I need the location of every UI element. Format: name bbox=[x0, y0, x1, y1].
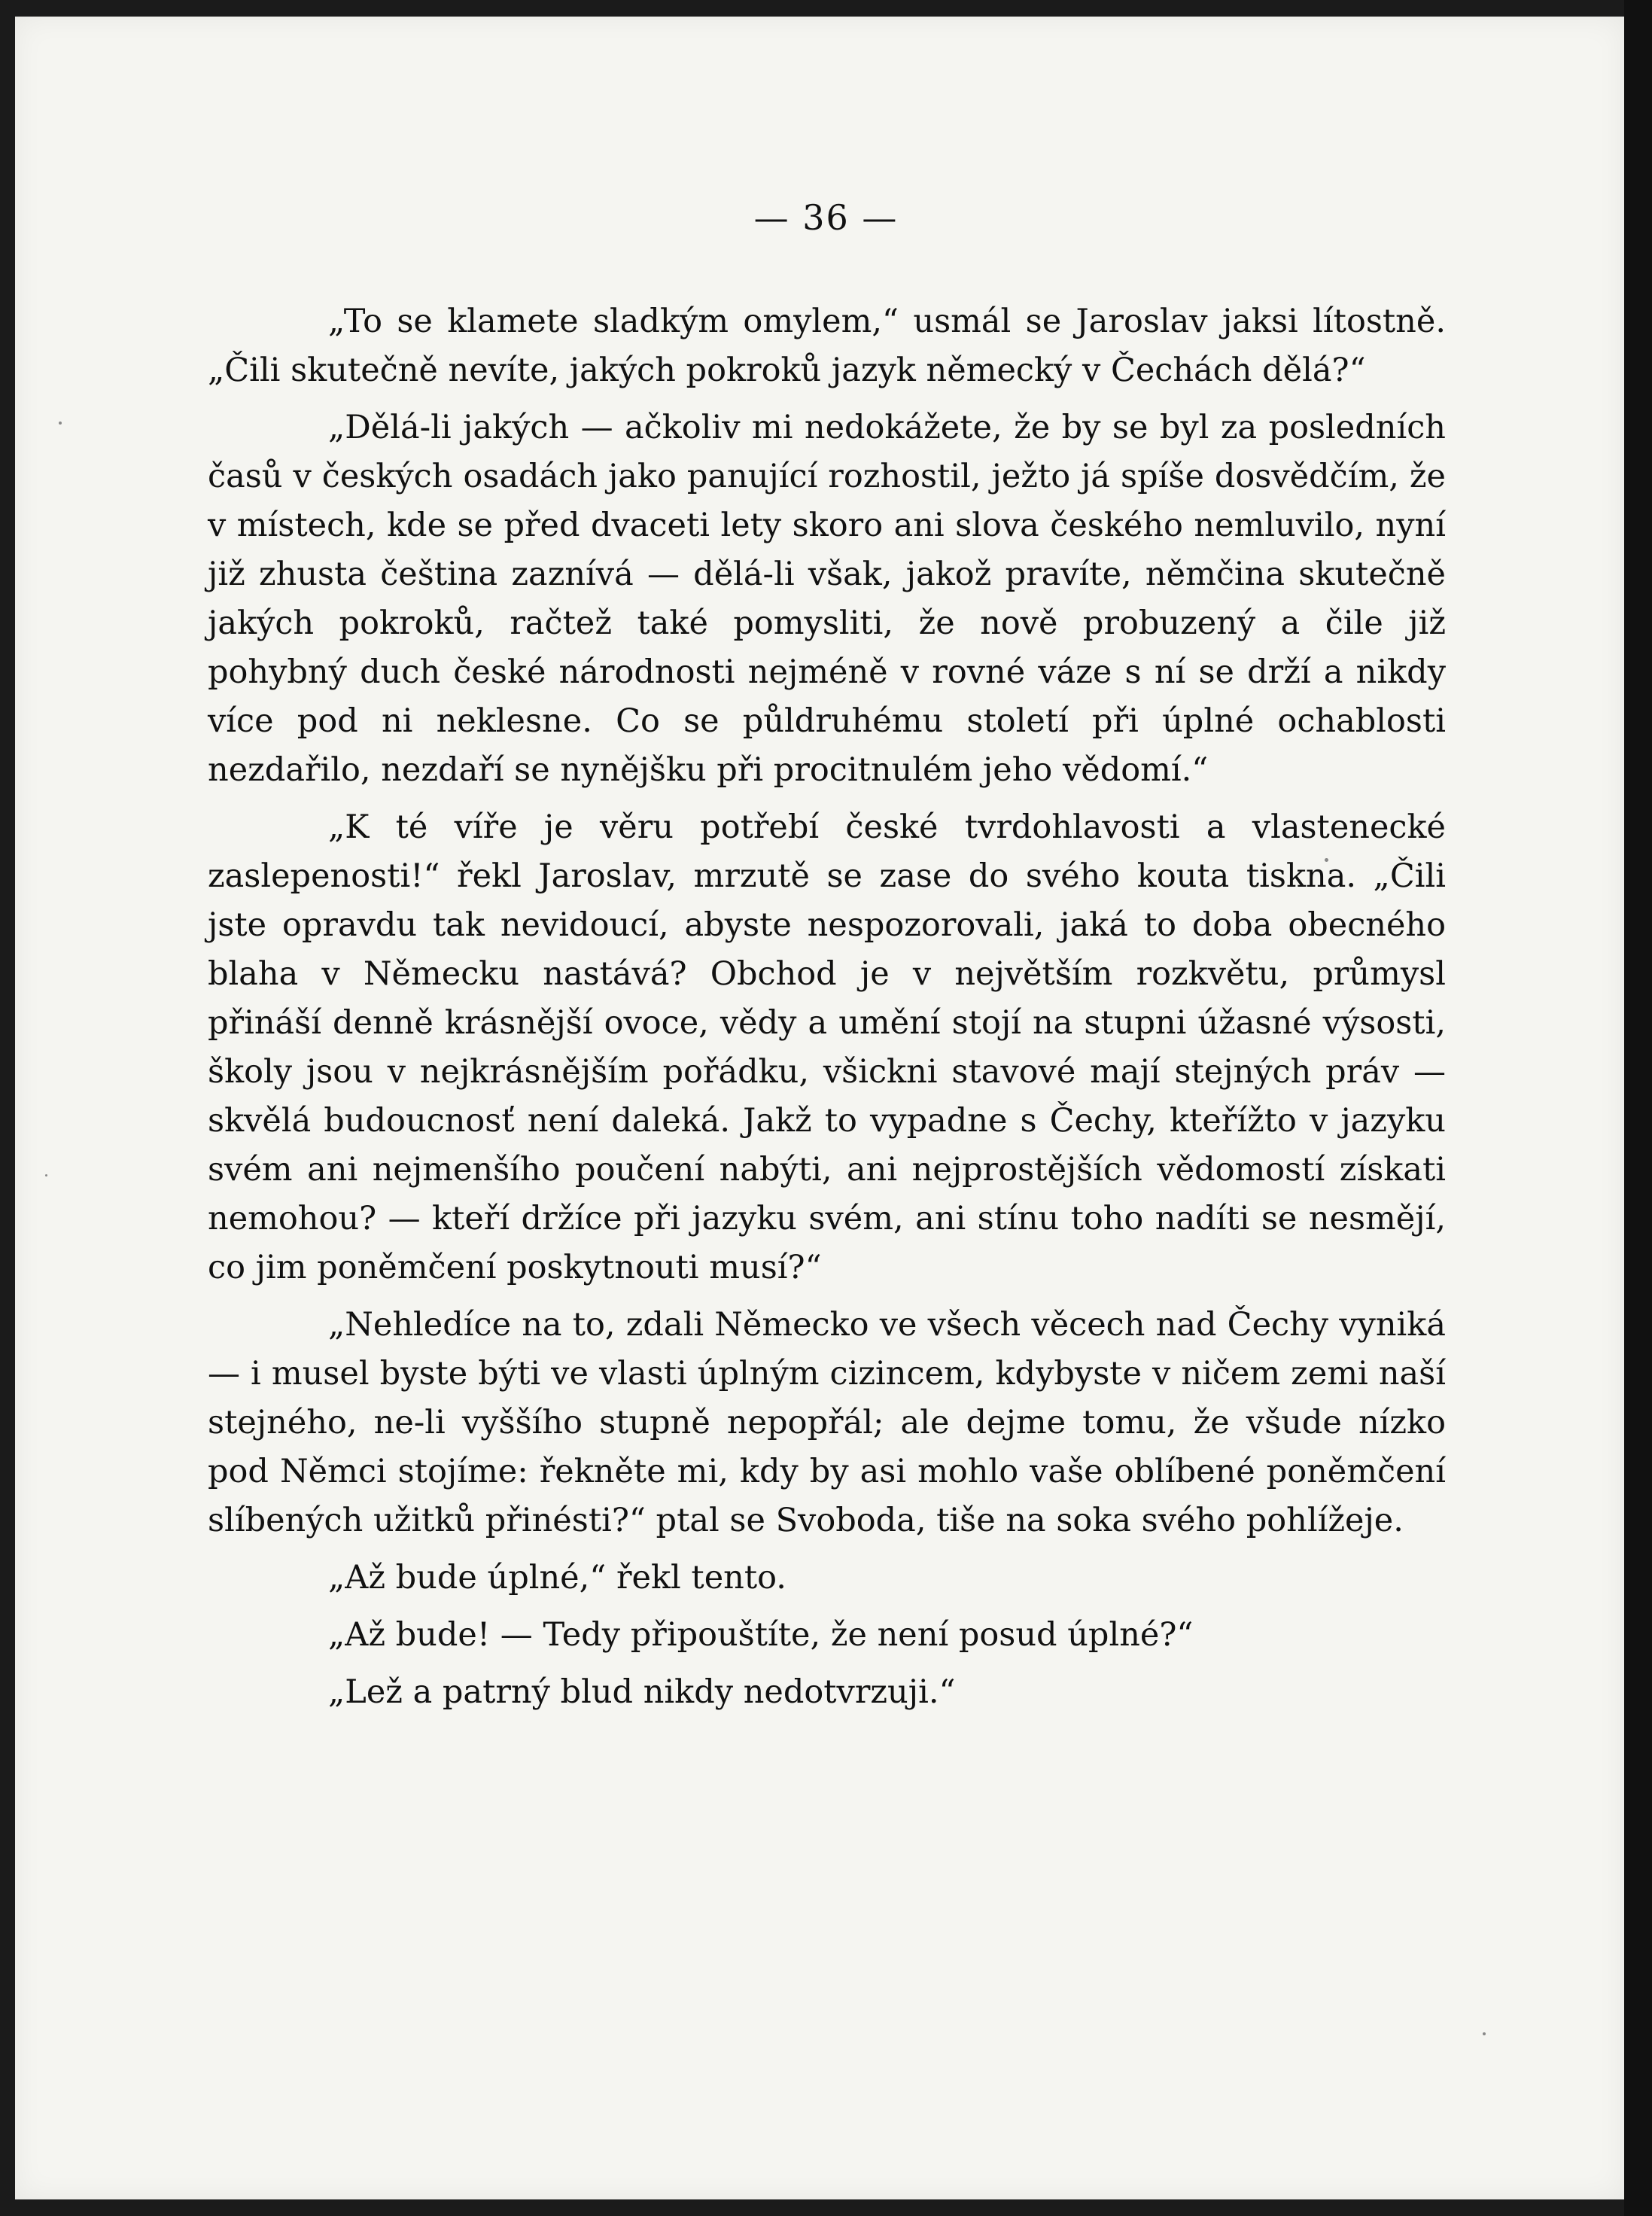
page-number: — 36 — bbox=[753, 197, 899, 238]
paragraph: „Dělá-li jakých — ačkoliv mi nedokážete, že by se byl za posledních časů v českých osadách jako panující rozhostil, ježto já spíše dosvědčím, že v místech, kde se před dvaceti lety skoro ani slova českého nemluvilo, nyní již zhusta čeština zaznívá — dělá-li však, jakož pravíte, němčina skutečně jakých pokroků, račtež také pomysliti, že nově probuzený a čile již pohybný duch české národnosti nejméně v rovné váze s ní se drží a nikdy více pod ni neklesne. Co se půldruhému století při úplné ochablosti nezdařilo, nezdaří se nynějšku při procitnulém jeho vědomí.“ bbox=[208, 409, 1446, 789]
paragraph: „Nehledíce na to, zdali Německo ve všech věcech nad Čechy vyniká — i musel byste býti ve vlasti úplným cizincem, kdybyste v ničem zemi naší stejného, ne-li vyššího stupně nepopřál; ale dejme tomu, že všude nízko pod Němci stojíme: řekněte mi, kdy by asi mohlo vaše oblíbené poněmčení slíbených užitků přinésti?“ ptal se Svoboda, tiše na soka svého pohlížeje. bbox=[208, 1306, 1446, 1539]
paper-speck bbox=[59, 422, 62, 425]
paper-speck bbox=[45, 1174, 47, 1176]
page-body-text bbox=[208, 297, 1446, 1725]
paragraph: „Až bude! — Tedy připouštíte, že není posud úplné?“ bbox=[328, 1616, 1194, 1654]
scan-edge bbox=[1624, 0, 1652, 2216]
paragraph: „To se klamete sladkým omylem,“ usmál se Jaroslav jaksi lítostně. „Čili skutečně nevíte, jakých pokroků jazyk německý v Čechách dělá?“ bbox=[208, 303, 1446, 389]
paragraph: „Až bude úplné,“ řekl tento. bbox=[328, 1559, 786, 1597]
paragraph: „K té víře je věru potřebí české tvrdohlavosti a vlastenecké zaslepenosti!“ řekl Jaroslav, mrzutě se zase do svého kouta tiskna. „Čili jste opravdu tak nevidoucí, abyste nespozorovali, jaká to doba obecného blaha v Německu nastává? Obchod je v největším rozkvětu, průmysl přináší denně krásnější ovoce, vědy a umění stojí na stupni úžasné výsosti, školy jsou v nejkrásnějším pořádku, všickni stavové mají stejných práv — skvělá budoucnosť není daleká. Jakž to vypadne s Čechy, kteřížto v jazyku svém ani nejmenšího poučení nabýti, ani nejprostějších vědomostí získati nemohou? — kteří držíce při jazyku svém, ani stínu toho nadíti se nesmějí, co jim poněmčení poskytnouti musí?“ bbox=[208, 808, 1446, 1286]
paragraph: „Lež a patrný blud nikdy nedotvrzuji.“ bbox=[328, 1673, 956, 1711]
paper-speck bbox=[1483, 2032, 1486, 2035]
